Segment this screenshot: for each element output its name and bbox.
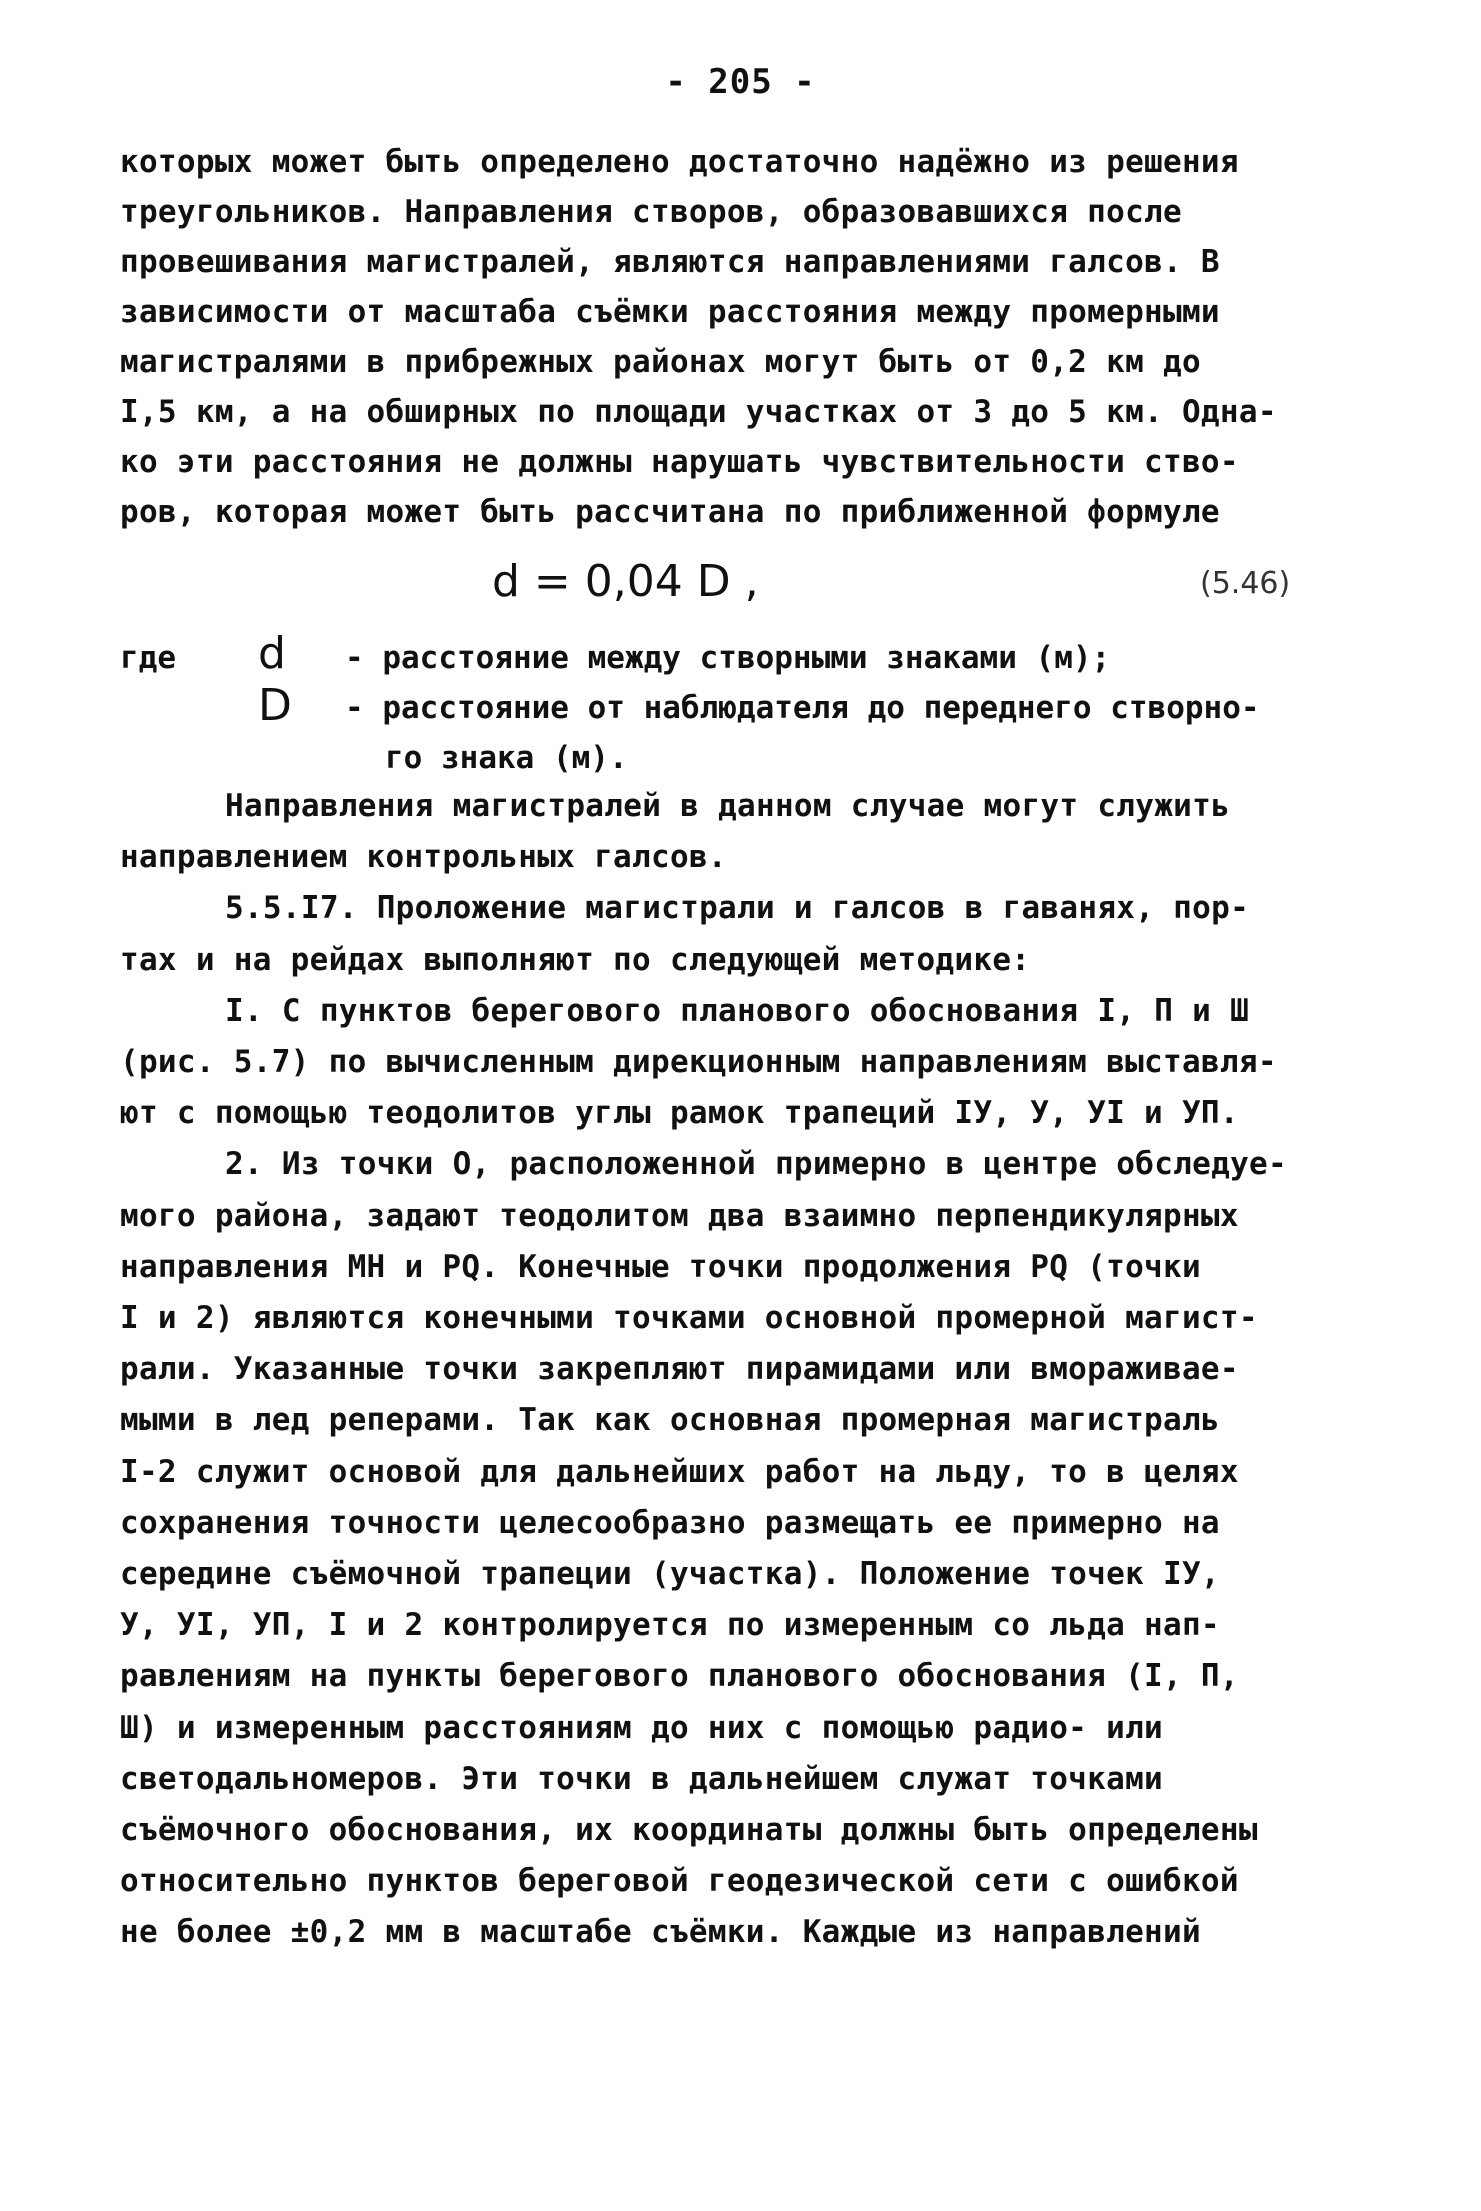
- where-symbol-d: d: [258, 628, 286, 679]
- text-line: направления МН и PQ. Конечные точки продолжения PQ (точки: [120, 1249, 1201, 1285]
- text-line: тах и на рейдах выполняют по следующей методике:: [120, 942, 1031, 978]
- text-line: направлением контрольных галсов.: [120, 839, 727, 875]
- text-line: I. С пунктов берегового планового обоснования I, П и Ш: [225, 993, 1250, 1029]
- text-line: не более ±0,2 мм в масштабе съёмки. Каждые из направлений: [120, 1914, 1201, 1950]
- text-line: провешивания магистралей, являются направлениями галсов. В: [120, 244, 1220, 280]
- text-line: 2. Из точки О, расположенной примерно в центре обследуе-: [225, 1146, 1287, 1182]
- text-line: ров, которая может быть рассчитана по приближенной формуле: [120, 494, 1220, 530]
- text-line: светодальномеров. Эти точки в дальнейшем служат точками: [120, 1761, 1163, 1797]
- text-line: съёмочного обоснования, их координаты должны быть определены: [120, 1812, 1258, 1848]
- where-label: где: [120, 640, 176, 676]
- text-line: Ш) и измеренным расстояниям до них с помощью радио- или: [120, 1710, 1163, 1746]
- text-line: Направления магистралей в данном случае могут служить: [225, 788, 1231, 824]
- text-line: сохранения точности целесообразно размещать ее примерно на: [120, 1505, 1220, 1541]
- where-definition-d: - расстояние между створными знаками (м);: [345, 640, 1111, 676]
- where-definition-D: - расстояние от наблюдателя до переднего створно-: [345, 690, 1260, 726]
- page-number: - 205 -: [665, 62, 816, 102]
- text-line: (рис. 5.7) по вычисленным дирекционным направлениям выставля-: [120, 1044, 1277, 1080]
- text-line: треугольников. Направления створов, образовавшихся после: [120, 194, 1182, 230]
- text-line: 5.5.I7. Проложение магистрали и галсов в гаванях, пор-: [225, 890, 1250, 926]
- text-line: магистралями в прибрежных районах могут быть от 0,2 км до: [120, 344, 1201, 380]
- text-line: I,5 км, а на обширных по площади участках от 3 до 5 км. Одна-: [120, 394, 1277, 430]
- text-line: относительно пунктов береговой геодезической сети с ошибкой: [120, 1863, 1239, 1899]
- text-line: мого района, задают теодолитом два взаимно перпендикулярных: [120, 1198, 1239, 1234]
- text-line: которых может быть определено достаточно надёжно из решения: [120, 144, 1239, 180]
- text-line: мыми в лед реперами. Так как основная промерная магистраль: [120, 1402, 1220, 1438]
- text-line: I и 2) являются конечными точками основной промерной магист-: [120, 1300, 1258, 1336]
- formula: d = 0,04 D ,: [492, 556, 759, 607]
- text-line: равлениям на пункты берегового планового обоснования (I, П,: [120, 1658, 1239, 1694]
- where-symbol-D: D: [258, 680, 292, 731]
- text-line: середине съёмочной трапеции (участка). Положение точек IУ,: [120, 1556, 1220, 1592]
- text-line: ют с помощью теодолитов углы рамок трапеций IУ, У, УI и УП.: [120, 1095, 1239, 1131]
- text-line: I-2 служит основой для дальнейших работ на льду, то в целях: [120, 1454, 1239, 1490]
- text-line: ко эти расстояния не должны нарушать чувствительности ство-: [120, 444, 1239, 480]
- text-line: зависимости от масштаба съёмки расстояния между промерными: [120, 294, 1220, 330]
- where-continuation: го знака (м).: [385, 740, 628, 776]
- formula-number: (5.46): [1200, 566, 1291, 601]
- text-line: У, УI, УП, I и 2 контролируется по измеренным со льда нап-: [120, 1607, 1220, 1643]
- text-line: рали. Указанные точки закрепляют пирамидами или вмораживае-: [120, 1351, 1239, 1387]
